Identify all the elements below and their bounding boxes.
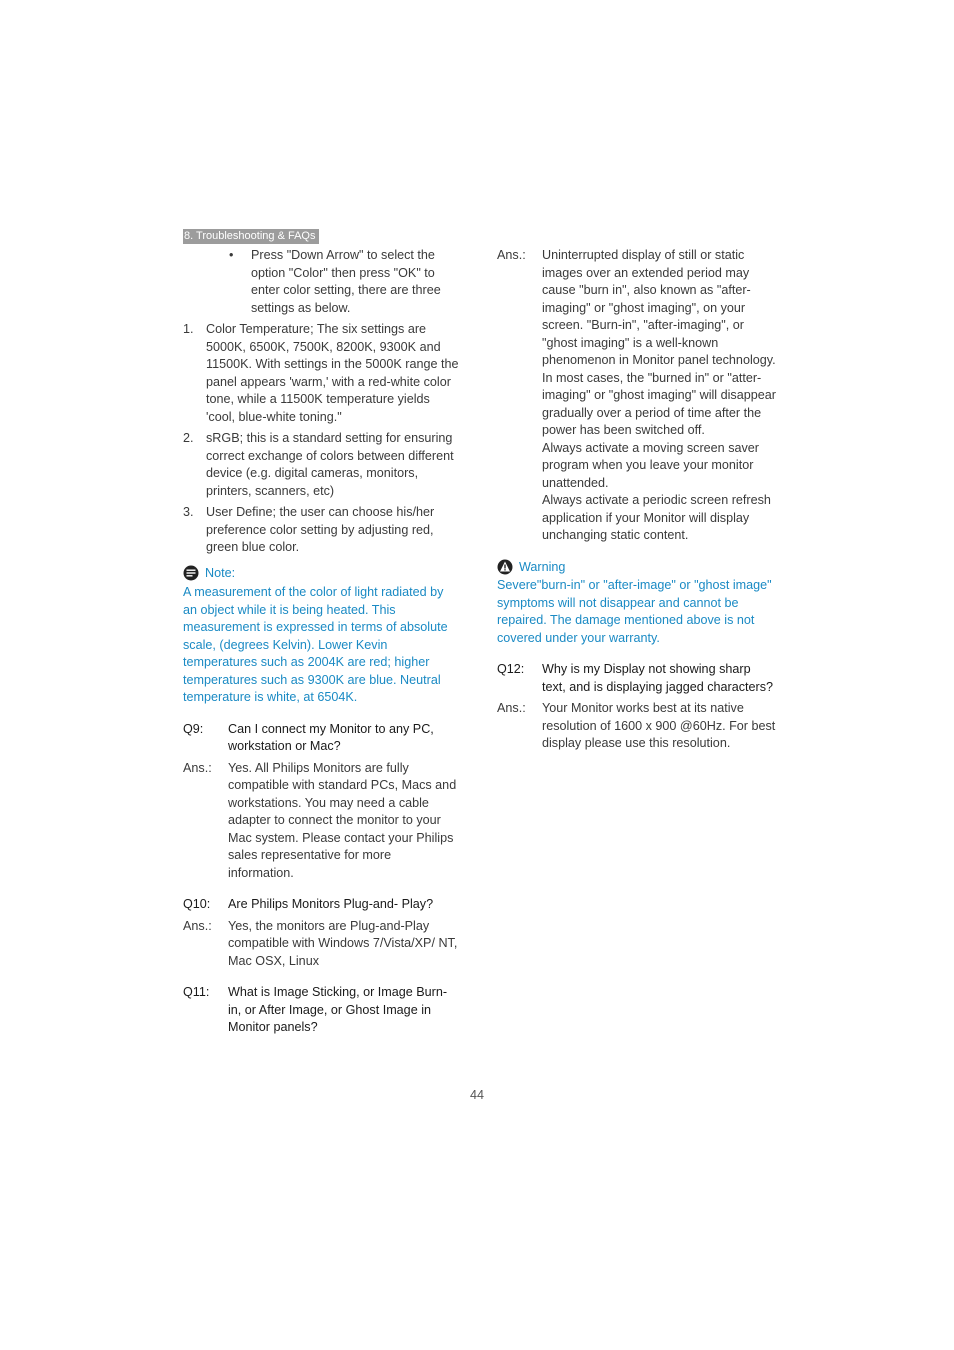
- list-item-2: [183, 430, 459, 500]
- question-9: [183, 721, 459, 756]
- note-title: Note:: [205, 565, 236, 580]
- warning-icon: [497, 559, 513, 575]
- answer-label: Ans.:: [183, 760, 212, 775]
- question-10: [183, 896, 459, 914]
- list-text: User Define; the user can choose his/her preference color setting by adjusting red, green blue color.: [206, 505, 435, 554]
- note-icon: [183, 565, 199, 581]
- bullet-mark: •: [229, 248, 234, 262]
- list-number: 2.: [183, 431, 194, 445]
- answer-11: [497, 247, 777, 545]
- answer-text: Your Monitor works best at its native resolution of 1600 x 900 @60Hz. For best display please use this resolution.: [542, 701, 776, 750]
- question-label: Q12:: [497, 662, 525, 676]
- answer-text: Yes, the monitors are Plug-and-Play compatible with Windows 7/Vista/XP/ NT, Mac OSX, Linux: [228, 918, 458, 968]
- answer-10: [183, 918, 459, 971]
- question-11: [183, 984, 459, 1037]
- question-text: What is Image Sticking, or Image Burn-in, or After Image, or Ghost Image in Monitor panels?: [228, 985, 448, 1034]
- answer-label: Ans.:: [497, 701, 526, 715]
- warning-title: Warning: [519, 559, 566, 574]
- note-text: A measurement of the color of light radiated by an object while it is being heated. This measurement is expressed in terms of absolute scale, (degrees Kelvin). Lower Kevin temperatures such as 2004K are red; higher temperatures such as 9300K are blue. Neutral temperature is white, at 6504K.: [183, 585, 448, 704]
- section-tab: 8. Troubleshooting & FAQs: [183, 229, 319, 244]
- list-text: sRGB; this is a standard setting for ensuring correct exchange of colors between different device (e.g. digital cameras, monitors, printers, scanners, etc): [206, 431, 454, 498]
- question-label: Q9:: [183, 721, 204, 736]
- answer-9: [183, 760, 459, 883]
- list-number: 1.: [183, 322, 194, 336]
- bullet-item: [183, 247, 459, 317]
- question-12: [497, 661, 777, 696]
- page-number: 44: [469, 1088, 484, 1102]
- question-label: Q11:: [183, 985, 210, 999]
- right-column: [497, 247, 777, 753]
- list-text: Color Temperature; The six settings are 5000K, 6500K, 7500K, 8200K, 9300K and 11500K. With settings in the 5000K range the panel appears 'warm,' with a red-white color tone, while a 11500K temperature yields 'cool, blue-white toning.": [206, 322, 459, 424]
- warning-heading: [497, 559, 777, 577]
- list-item-3: [183, 504, 459, 557]
- answer-paragraph: Always activate a periodic screen refresh application if your Monitor will display unchanging static content.: [542, 493, 771, 542]
- question-text: Can I connect my Monitor to any PC, workstation or Mac?: [228, 721, 434, 753]
- answer-12: [497, 700, 777, 753]
- answer-paragraph: Uninterrupted display of still or static images over an extended period may cause "burn in", also known as "after-imaging" or "ghost imaging", on your screen. "Burn-in", "after-imaging", or "ghost imaging" is a well-known phenomenon in Monitor panel technology. In most cases, the "burned in" or "atter-imaging" or "ghost imaging" will disappear gradually over a period of time after the power has been switched off.: [542, 248, 776, 437]
- left-column: [183, 247, 459, 1037]
- answer-body: [542, 247, 777, 545]
- note-heading: [183, 565, 459, 583]
- question-text: Why is my Display not showing sharp text, and is displaying jagged characters?: [542, 662, 774, 694]
- question-label: Q10:: [183, 897, 211, 911]
- list-number: 3.: [183, 505, 194, 519]
- answer-label: Ans.:: [497, 248, 526, 262]
- bullet-text: Press "Down Arrow" to select the option "Color" then press "OK" to enter color setting, there are three settings as below.: [251, 248, 441, 315]
- answer-paragraph: Always activate a moving screen saver program when you leave your monitor unattended.: [542, 440, 759, 490]
- answer-text: Yes. All Philips Monitors are fully compatible with standard PCs, Macs and workstations. You may need a cable adapter to connect the monitor to your Mac system. Please contact your Philips sales representative for more information.: [228, 760, 457, 880]
- answer-label: Ans.:: [183, 918, 212, 933]
- warning-text: Severe"burn-in" or "after-image" or "ghost image" symptoms will not disappear and cannot be repaired. The damage mentioned above is not covered under your warranty.: [497, 578, 772, 645]
- question-text: Are Philips Monitors Plug-and- Play?: [228, 897, 434, 911]
- list-item-1: [183, 321, 459, 426]
